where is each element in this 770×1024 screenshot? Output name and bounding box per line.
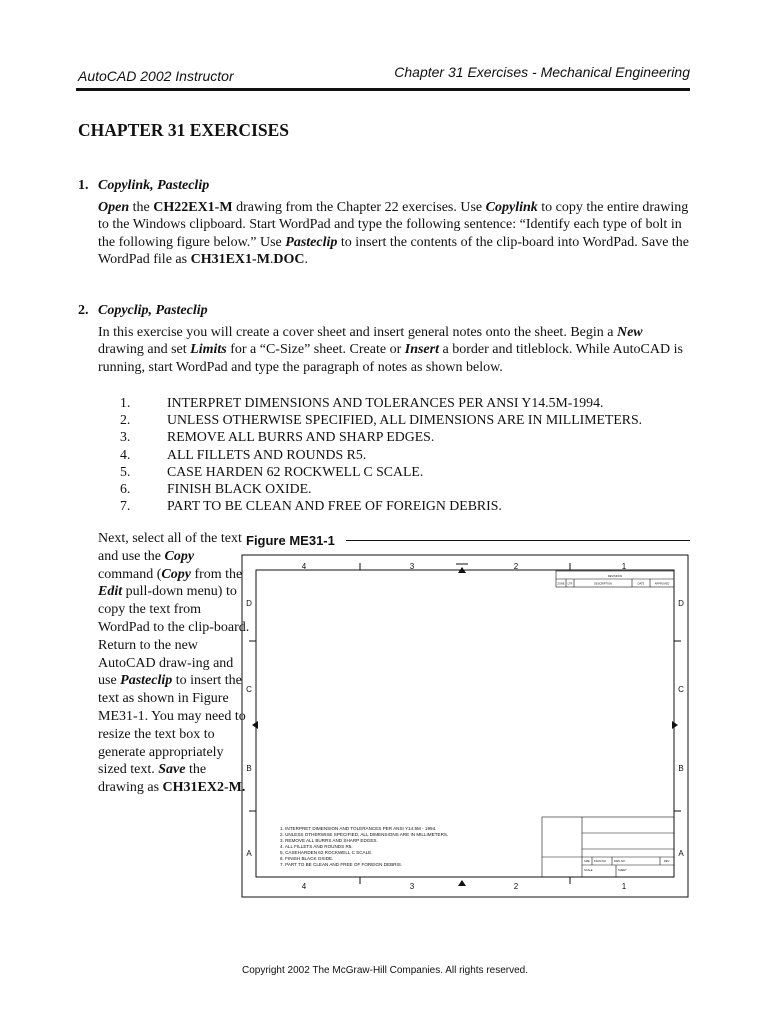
note-number: 1. — [120, 395, 131, 410]
cmd-copylink: Copylink — [485, 199, 538, 215]
file-name: CH31EX2-M. — [162, 780, 246, 796]
exercise-1-body — [98, 199, 690, 269]
revisions-title: REVISIONS — [607, 575, 623, 578]
cmd-limits: Limits — [190, 342, 227, 357]
figure-label-rule — [346, 540, 690, 541]
text-run: to copy the entire drawing to the Windows clipboard. Start WordPad and type the following sentence: “Identify each type of bolt in the following figure below.” Use — [98, 199, 689, 250]
zone-label-left: C — [246, 685, 252, 694]
drawing-note: 6. FINISH BLACK OXIDE. — [280, 856, 334, 861]
cmd-copy: Copy — [161, 566, 191, 582]
note-number: 7. — [120, 498, 131, 514]
note-number: 6. — [120, 481, 131, 497]
note-item — [120, 394, 642, 411]
chapter-title: CHAPTER 31 EXERCISES — [78, 120, 290, 140]
center-mark — [252, 721, 258, 729]
note-number: 3. — [120, 429, 131, 445]
zone-label-bottom: 2 — [513, 882, 519, 891]
text-run: to insert the contents of the clip-board into WordPad. Save the WordPad file as — [98, 234, 690, 267]
zone-label-left: A — [246, 849, 252, 858]
text-run: to insert the text as shown in Figure ME31-1. You may need to resize the text box to generate appropriately sized text. — [98, 673, 246, 778]
text-run: drawing from the Chapter 22 exercises. Use — [232, 199, 486, 215]
zone-label-right: B — [678, 764, 684, 773]
titleblock-frame — [542, 817, 674, 877]
zone-label-top: 3 — [409, 562, 415, 571]
cmd-pasteclip: Pasteclip — [285, 234, 338, 250]
note-text: REMOVE ALL BURRS AND SHARP EDGES. — [167, 429, 435, 445]
note-item — [120, 463, 642, 480]
note-item — [120, 497, 642, 514]
header-rule — [76, 88, 690, 91]
zone-label-right: C — [678, 685, 684, 694]
cmd-copy: Copy — [164, 548, 195, 564]
note-text: FINISH BLACK OXIDE. — [167, 481, 312, 497]
note-number: 5. — [120, 463, 131, 479]
exercise-2-number: 2. — [78, 303, 89, 318]
center-mark — [458, 880, 466, 886]
zone-label-top: 1 — [621, 562, 627, 571]
drawing-note: 5. CASEHARDEN 62 ROCKWELL C SCALE. — [280, 850, 373, 855]
general-notes-list — [120, 394, 642, 514]
exercise-2 — [78, 302, 690, 376]
titleblock-rev: REV — [664, 860, 670, 863]
titleblock-size: SIZE — [584, 860, 590, 863]
note-text: UNLESS OTHERWISE SPECIFIED, ALL DIMENSIONS ARE IN MILLIMETERS. — [167, 412, 643, 428]
note-number: 4. — [120, 446, 131, 462]
titleblock-sheet: SHEET — [618, 869, 627, 872]
file-name: CH31EX1-M — [190, 252, 270, 267]
exercise-2-title: Copyclip, Pasteclip — [98, 303, 208, 318]
text-run: from the — [190, 566, 243, 582]
menu-edit: Edit — [98, 584, 123, 600]
note-text: CASE HARDEN 62 ROCKWELL C SCALE. — [167, 463, 424, 479]
exercise-2-body — [98, 324, 690, 377]
revisions-header: ZONE — [557, 582, 565, 586]
text-run: for a “C-Size” sheet. Create or — [226, 342, 405, 357]
instructions-paragraph — [98, 530, 250, 797]
zone-label-bottom: 3 — [409, 882, 415, 891]
exercise-2-heading — [78, 302, 690, 320]
running-header-right: Chapter 31 Exercises - Mechanical Engineering — [394, 64, 690, 80]
text-run: command ( — [98, 566, 162, 582]
note-item — [120, 480, 642, 497]
titleblock-scale: SCALE — [584, 869, 593, 872]
zone-label-bottom: 1 — [621, 882, 627, 891]
cmd-open: Open — [98, 199, 130, 215]
copyright-footer: Copyright 2002 The McGraw-Hill Companies. All rights reserved. — [241, 965, 529, 976]
text-run: the — [129, 199, 154, 215]
text-run: pull-down menu) to copy the text from WordPad to the clip-board. Return to the new AutoCAD draw-ing and use — [98, 584, 250, 689]
drawing-name: CH22EX1-M — [153, 199, 233, 215]
note-item — [120, 428, 642, 445]
revisions-header: APPROVED — [654, 582, 670, 586]
center-mark — [672, 721, 678, 729]
titleblock-dwg: DWG NO. — [614, 860, 626, 863]
revisions-header: LTR — [567, 582, 573, 586]
drawing-note: 2. UNLESS OTHERWISE SPECIFIED, ALL DIMENSIONS ARE IN MILLIMETERS. — [280, 832, 449, 837]
text-run: the drawing as — [98, 762, 207, 796]
note-number: 2. — [120, 412, 131, 428]
text-run: In this exercise you will create a cover sheet and insert general notes onto the sheet. Begin a — [98, 324, 617, 340]
drawing-note: 1. INTERPRET DIMENSION AND TOLERANCES PER ANSI Y14.5M - 1994. — [280, 826, 437, 831]
note-text: PART TO BE CLEAN AND FREE OF FOREIGN DEBRIS. — [167, 498, 502, 514]
zone-label-top: 2 — [513, 562, 519, 571]
cmd-pasteclip: Pasteclip — [120, 673, 173, 689]
exercise-1-heading — [78, 177, 690, 195]
note-item — [120, 446, 642, 463]
drawing-note: 7. PART TO BE CLEAN AND FREE OF FOREIGN DEBRIS. — [280, 862, 403, 867]
running-header-left: AutoCAD 2002 Instructor — [78, 68, 234, 84]
text-run: a border and titleblock. While AutoCAD is running, start WordPad and type the paragraph of notes as shown below. — [98, 342, 683, 375]
revisions-header: DESCRIPTION — [594, 582, 612, 586]
figure-label: Figure ME31-1 — [246, 533, 335, 548]
exercise-1-number: 1. — [78, 178, 89, 193]
titleblock-fscm: FSCM NO. — [594, 860, 607, 863]
zone-label-left: B — [246, 764, 252, 773]
revisions-header: DATE — [637, 582, 645, 586]
drawing-note: 4. ALL FILLETS AND ROUNDS R5. — [280, 844, 353, 849]
note-text: INTERPRET DIMENSIONS AND TOLERANCES PER ANSI Y14.5M-1994. — [167, 395, 604, 410]
titleblock — [542, 817, 674, 877]
file-extension: DOC — [273, 252, 305, 267]
cmd-new: New — [616, 324, 643, 340]
exercise-1-title: Copylink, Pasteclip — [98, 178, 210, 193]
zone-label-top: 4 — [301, 562, 307, 571]
cmd-insert: Insert — [404, 342, 439, 357]
cmd-save: Save — [158, 762, 186, 778]
zone-label-right: A — [678, 849, 684, 858]
text-run: drawing and set — [98, 342, 191, 357]
text-run: . — [304, 252, 309, 267]
zone-label-bottom: 4 — [301, 882, 307, 891]
drawing-note: 3. REMOVE ALL BURRS AND SHARP EDGES. — [280, 838, 378, 843]
text-run: Next, select all of the text and use the — [98, 531, 242, 564]
text-run: . — [269, 252, 274, 267]
note-item — [120, 411, 642, 428]
c-size-drawing-figure — [240, 553, 690, 899]
note-text: ALL FILLETS AND ROUNDS R5. — [167, 446, 367, 462]
exercise-1 — [78, 177, 690, 269]
zone-label-left: D — [246, 599, 252, 608]
zone-label-right: D — [678, 599, 684, 608]
